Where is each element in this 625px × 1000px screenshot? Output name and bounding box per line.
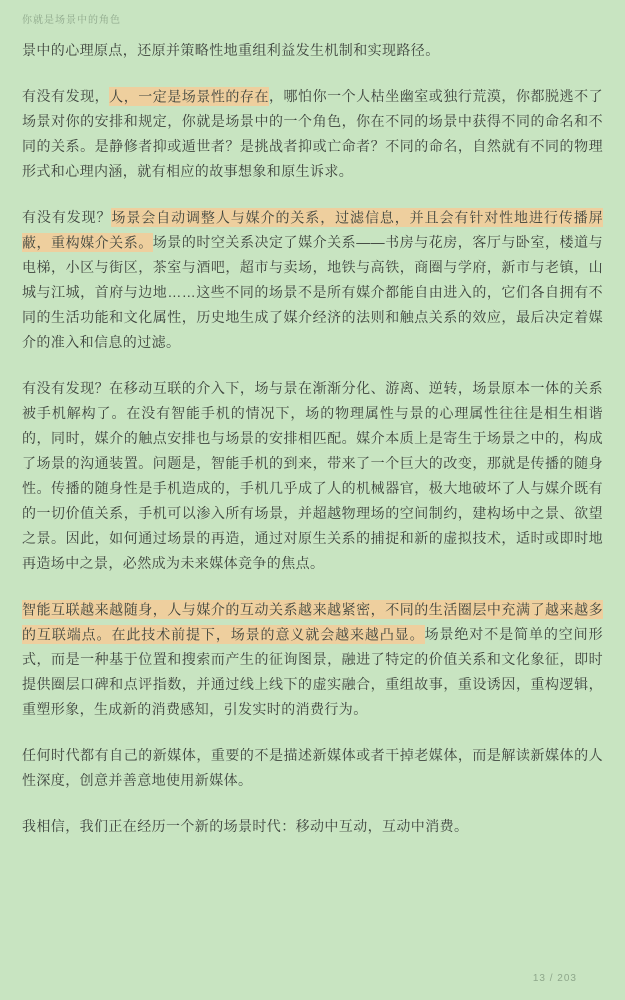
paragraph <box>22 597 603 722</box>
paragraph <box>22 205 603 355</box>
body-text: 任何时代都有自己的新媒体，重要的不是描述新媒体或者干掉老媒体，而是解读新媒体的人性深度，创意并善意地使用新媒体。 <box>22 747 603 788</box>
highlighted-text[interactable]: 人，一定是场景性的存在 <box>109 88 269 104</box>
highlighted-text[interactable]: 场景会自动调整人与媒介的关系，过滤信息，并且会有针对性地进行传播屏蔽，重构媒介关系。 <box>22 209 603 250</box>
body-text: 景中的心理原点，还原并策略性地重组利益发生机制和实现路径。 <box>22 42 440 58</box>
paragraph <box>22 376 603 576</box>
body-text: 有没有发现， <box>22 88 110 104</box>
paragraph <box>22 84 603 184</box>
body-text: ，哪怕你一个人枯坐幽室或独行荒漠，你都脱逃不了场景对你的安排和规定，你就是场景中的一个角色，你在不同的场景中获得不同的命名和不同的关系。是静修者抑或遁世者？是挑战者抑或亡命者？不同的命名，自然就有不同的物理形式和心理内涵，就有相应的故事想象和原生诉求。 <box>22 88 603 179</box>
paragraph <box>22 38 603 63</box>
page-indicator: 13 / 203 <box>532 973 577 984</box>
body-text: 场景的时空关系决定了媒介关系——书房与花房，客厅与卧室，楼道与电梯，小区与街区，茶室与酒吧，超市与卖场，地铁与高铁，商圈与学府，新市与老镇，山城与江城，首府与边地……这些不同的场景不是所有媒介都能自由进入的，它们各自拥有不同的生活功能和文化属性，历史地生成了媒介经济的法则和触点关系的效应，最后决定着媒介的准入和信息的过滤。 <box>22 234 603 350</box>
body-text: 我相信，我们正在经历一个新的场景时代：移动中互动，互动中消费。 <box>22 818 469 834</box>
reading-area[interactable] <box>22 38 603 860</box>
chapter-title: 你就是场景中的角色 <box>22 15 121 26</box>
body-text: 场景绝对不是简单的空间形式，而是一种基于位置和搜索而产生的征询图景，融进了特定的价值关系和文化象征，即时提供圈层口碑和点评指数，并通过线上线下的虚实融合，重组故事，重设诱因，重构逻辑，重塑形象，生成新的消费感知，引发实时的消费行为。 <box>22 626 603 717</box>
highlighted-text[interactable]: 智能互联越来越随身，人与媒介的互动关系越来越紧密，不同的生活圈层中充满了越来越多的互联端点。在此技术前提下，场景的意义就会越来越凸显。 <box>22 601 603 642</box>
paragraph <box>22 743 603 793</box>
paragraph <box>22 814 603 839</box>
body-text: 有没有发现？ <box>22 209 112 225</box>
body-text: 有没有发现？在移动互联的介入下，场与景在渐渐分化、游离、逆转，场景原本一体的关系被手机解构了。在没有智能手机的情况下，场的物理属性与景的心理属性往往是相生相谐的，同时，媒介的触点安排也与场景的安排相匹配。媒介本质上是寄生于场景之中的，构成了场景的沟通装置。问题是，智能手机的到来，带来了一个巨大的改变，那就是传播的随身性。传播的随身性是手机造成的，手机几乎成了人的机械器官，极大地破坏了人与媒介既有的一切价值关系，手机可以渗入所有场景，并超越物理场的空间制约，建构场中之景、欲望之景。因此，如何通过场景的再造，通过对原生关系的捕捉和新的虚拟技术，适时或即时地再造场中之景，必然成为未来媒体竞争的焦点。 <box>22 380 603 571</box>
